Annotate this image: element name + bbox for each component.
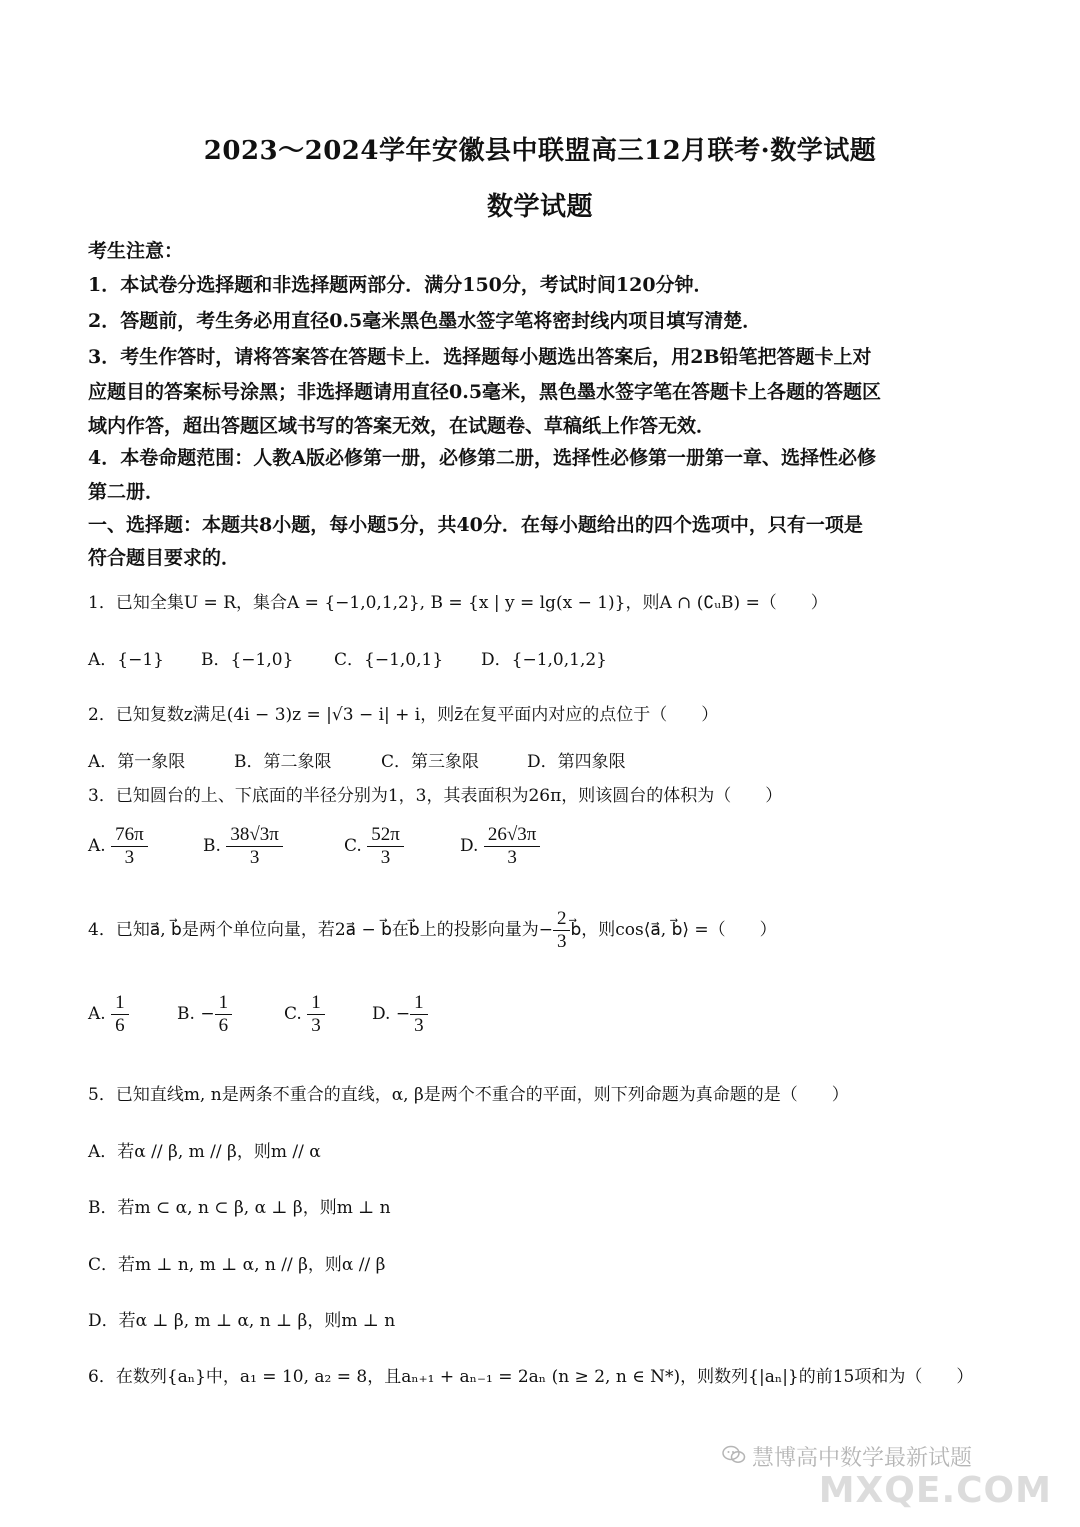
question-1-option-b: B．{−1,0} (201, 650, 294, 670)
exam-subtitle: 数学试题 (486, 192, 593, 222)
numerator: 52π (367, 824, 404, 847)
option-label: C. (344, 835, 362, 856)
denominator: 3 (556, 930, 567, 952)
fraction (484, 824, 541, 869)
section-heading: 一、选择题：本题共8小题，每小题5分，共40分．在每小题给出的四个选项中，只有一项是 (88, 514, 863, 536)
denominator: 3 (311, 1014, 321, 1036)
numerator: 1 (410, 992, 428, 1015)
fraction (553, 908, 571, 953)
question-4-option-a (88, 992, 129, 1037)
numerator: 1 (307, 992, 325, 1015)
sign: − (200, 1003, 215, 1024)
question-5-option-d: D．若α ⊥ β, m ⊥ α, n ⊥ β，则m ⊥ n (88, 1311, 396, 1331)
option-label: B. (203, 835, 221, 856)
watermark-site: MXQE.COM (818, 1470, 1052, 1511)
question-2-option-a: A．第一象限 (88, 752, 186, 772)
watermark (722, 1431, 1052, 1511)
fraction (307, 992, 325, 1037)
question-5-stem: 5．已知直线m, n是两条不重合的直线，α, β是两个不重合的平面，则下列命题为真命题的是（ ） (88, 1085, 849, 1105)
question-3-option-a (88, 824, 148, 869)
fraction (111, 824, 148, 869)
question-5-option-b: B．若m ⊂ α, n ⊂ β, α ⊥ β，则m ⊥ n (88, 1198, 391, 1218)
question-4-option-d (372, 992, 428, 1037)
numerator: 38√3π (226, 824, 283, 847)
denominator: 3 (507, 846, 517, 868)
notice-item-2: 2．答题前，考生务必用直径0.5毫米黑色墨水签字笔将密封线内项目填写清楚． (88, 310, 762, 332)
question-4-option-c (284, 992, 325, 1037)
numerator: 1 (215, 992, 233, 1015)
option-label: D. (460, 835, 479, 856)
exam-title: 2023～2024学年安徽县中联盟高三12月联考·数学试题 (203, 136, 877, 166)
numerator: 1 (111, 992, 129, 1015)
option-label: C. (284, 1003, 302, 1024)
wechat-icon (722, 1443, 746, 1467)
question-3-option-d (460, 824, 540, 869)
question-1-option-d: D．{−1,0,1,2} (481, 650, 607, 670)
question-2-stem: 2．已知复数z满足(4i − 3)z = |√3 − i| + i，则z̄在复平面内对应的点位于（ ） (88, 705, 719, 725)
question-1-option-a: A．{−1} (88, 650, 164, 670)
fraction (367, 824, 404, 869)
notice-item-3b: 应题目的答案标号涂黑；非选择题请用直径0.5毫米，黑色墨水签字笔在答题卡上各题的答题区 (88, 381, 882, 403)
notice-item-4b: 第二册． (88, 481, 165, 503)
question-4-option-b (177, 992, 232, 1037)
option-label: A. (88, 1003, 106, 1024)
fraction (410, 992, 428, 1037)
numerator: 2 (553, 908, 571, 931)
denominator: 6 (218, 1014, 229, 1036)
option-label: A. (88, 835, 106, 856)
question-2-option-b: B．第二象限 (234, 752, 332, 772)
option-label: B. (177, 1003, 195, 1024)
question-5-option-c: C．若m ⊥ n, m ⊥ α, n // β，则α // β (88, 1255, 386, 1275)
denominator: 3 (380, 846, 391, 868)
notice-item-4a: 4．本卷命题范围：人教A版必修第一册，必修第二册，选择性必修第一册第一章、选择性必修 (88, 447, 876, 469)
question-4-stem-start: 4．已知a⃗, b⃗是两个单位向量，若2a⃗ − b⃗在b⃗上的投影向量为− (88, 919, 553, 940)
sign: − (395, 1003, 411, 1024)
question-3-option-b (203, 824, 283, 869)
question-1-stem: 1．已知全集U = R，集合A = {−1,0,1,2}, B = {x | y = lg(x − 1)}，则A ∩ (∁ᵤB) =（ ） (88, 593, 828, 613)
fraction (215, 992, 233, 1037)
fraction (226, 824, 283, 869)
numerator: 26√3π (484, 824, 541, 847)
question-4-stem (88, 908, 1000, 953)
fraction (111, 992, 129, 1037)
question-2-option-d: D．第四象限 (527, 752, 626, 772)
numerator: 76π (111, 824, 148, 847)
denominator: 3 (124, 846, 135, 868)
question-6-stem: 6．在数列{aₙ}中，a₁ = 10, a₂ = 8，且aₙ₊₁ + aₙ₋₁ = 2aₙ (n ≥ 2, n ∈ N*)，则数列{|aₙ|}的前15项和为（ ） (88, 1367, 974, 1387)
option-label: D. (372, 1003, 391, 1024)
question-5-option-a: A．若α // β, m // β，则m // α (88, 1142, 321, 1162)
notice-item-1: 1．本试卷分选择题和非选择题两部分．满分150分，考试时间120分钟． (88, 274, 713, 296)
notice-item-3a: 3．考生作答时，请将答案答在答题卡上．选择题每小题选出答案后，用2B铅笔把答题卡上对 (88, 346, 872, 368)
notice-item-3c: 域内作答，超出答题区域书写的答案无效，在试题卷、草稿纸上作答无效． (88, 415, 716, 437)
denominator: 3 (249, 846, 260, 868)
question-3-stem: 3．已知圆台的上、下底面的半径分别为1，3，其表面积为26π，则该圆台的体积为（ ） (88, 786, 783, 806)
question-2-option-c: C．第三象限 (381, 752, 480, 772)
question-3-option-c (344, 824, 404, 869)
notice-heading: 考生注意： (88, 240, 184, 262)
watermark-text: 慧博高中数学最新试题 (752, 1446, 973, 1471)
question-4-stem-end: b⃗，则cos⟨a⃗, b⃗⟩ =（ ） (570, 919, 777, 940)
section-heading-cont: 符合题目要求的． (88, 547, 241, 569)
denominator: 3 (414, 1014, 424, 1036)
question-1-option-c: C．{−1,0,1} (334, 650, 444, 670)
denominator: 6 (115, 1014, 125, 1036)
